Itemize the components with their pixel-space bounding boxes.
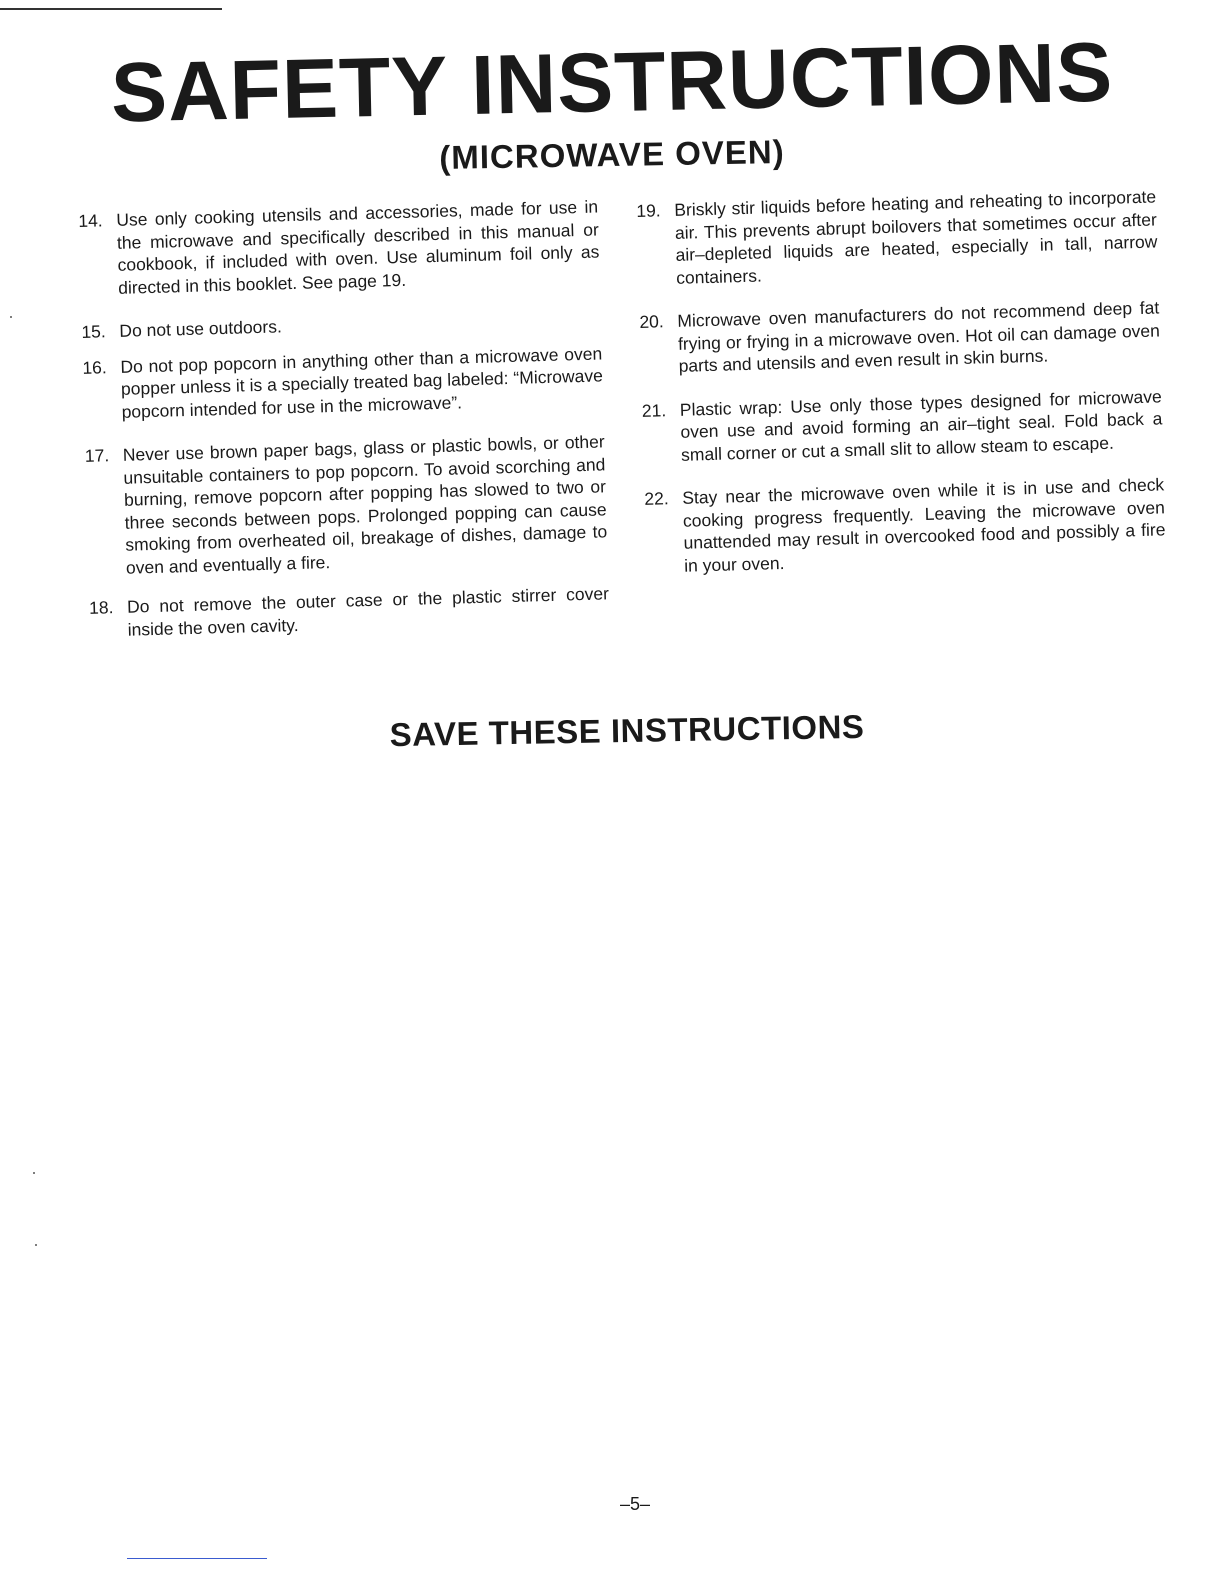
list-item [78,195,600,299]
item-number: 21. [641,399,667,421]
item-text: Never use brown paper bags, glass or plastic bowls, or other unsuitable containers to pop popcorn. To avoid scorching and burning, remove popcorn after popping has slowed to two or three seconds between pops. Prolonged popping can cause smoking from overheated oil, breakage of dishes, damage to oven and eventually a fire. [122,431,608,578]
list-item [89,582,610,642]
item-number: 15. [81,321,107,342]
item-number: 18. [88,597,114,618]
list-item [639,296,1161,378]
item-text: Do not remove the outer case or the plastic stirrer cover inside the oven cavity. [126,583,610,640]
save-instructions-heading: SAVE THESE INSTRUCTIONS [389,707,865,754]
left-column [78,195,610,662]
item-number: 14. [78,210,103,231]
right-column [636,185,1167,598]
scan-speck [35,1244,37,1246]
item-number: 16. [82,356,107,378]
list-item [85,430,609,579]
item-text: Do not use outdoors. [119,316,283,341]
page-subtitle: (MICROWAVE OVEN) [439,132,785,177]
page-title: SAFETY INSTRUCTIONS [110,24,1114,140]
list-item [644,473,1166,577]
top-rule [0,8,222,10]
list-item [642,385,1164,467]
item-number: 17. [84,445,110,466]
list-item [636,185,1158,289]
scan-speck [33,1172,35,1174]
list-item [82,342,604,424]
item-text: Plastic wrap: Use only those types designed for microwave oven use and avoid forming an air–tight seal. Fold back a small corner or cut a small slit to allow steam to escape. [679,385,1163,465]
item-text: Stay near the microwave oven while it is in use and check cooking progress frequently. Leaving the microwave oven unattended may result in overcooked food and possibly a fire in your oven. [682,474,1166,576]
item-number: 20. [639,311,665,332]
scan-speck [10,316,12,318]
item-text: Briskly stir liquids before heating and reheating to incorporate air. This prevents abrupt boilovers that sometimes occur after air–depleted liquids are heated, especially in tall, narrow containers. [674,186,1158,288]
page-number: –5– [620,1494,651,1514]
item-text: Do not pop popcorn in anything other than a microwave oven popper unless it is a specially treated bag labeled: “Microwave popcorn intended for use in the microwave”. [120,342,604,422]
item-number: 22. [644,488,669,509]
list-item [81,306,601,343]
item-text: Microwave oven manufacturers do not recommend deep fat frying or frying in a microwave oven. Hot oil can damage oven parts and utensils and even result in skin burns. [677,297,1161,376]
bottom-rule [127,1558,267,1559]
item-text: Use only cooking utensils and accessories, made for use in the microwave and specifically described in this manual or cookbook, if included with oven. Use aluminum foil only as directed in this booklet. See page 19. [116,196,600,298]
item-number: 19. [636,200,661,221]
